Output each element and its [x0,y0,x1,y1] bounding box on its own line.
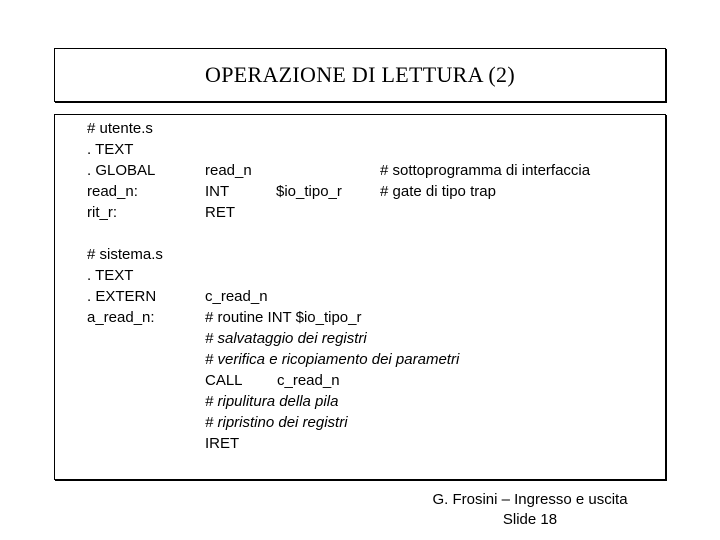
title-box [54,48,666,102]
code-line: . TEXT [87,267,134,284]
comment-line: # ripulitura della pila [205,393,339,410]
code-line: # utente.s [87,120,153,137]
code-line: read_n: [87,183,138,200]
code-line: CALL [205,372,243,389]
comment-line: # salvataggio dei registri [205,330,367,347]
slide-title: OPERAZIONE DI LETTURA (2) [205,62,515,87]
code-line: . TEXT [87,141,134,158]
code-line: INT [205,183,230,200]
code-line: c_read_n [205,288,268,305]
code-line: $io_tipo_r [276,183,342,200]
comment-line: # routine INT $io_tipo_r [205,309,362,326]
code-line: c_read_n [277,372,340,389]
code-line: RET [205,204,235,221]
footer-slide-number: Slide 18 [502,511,558,528]
footer-author: G. Frosini – Ingresso e uscita [432,491,628,508]
code-line: read_n [205,162,252,179]
code-line: # sistema.s [87,246,163,263]
comment-line: # ripristino dei registri [205,414,348,431]
comment-line: # sottoprogramma di interfaccia [380,162,591,179]
comment-line: # gate di tipo trap [380,183,496,200]
code-line: . GLOBAL [87,162,156,179]
comment-line: # verifica e ricopiamento dei parametri [205,351,460,368]
code-line: . EXTERN [87,288,157,305]
code-line: rit_r: [87,204,117,221]
code-line: IRET [205,435,240,452]
code-line: a_read_n: [87,309,155,326]
